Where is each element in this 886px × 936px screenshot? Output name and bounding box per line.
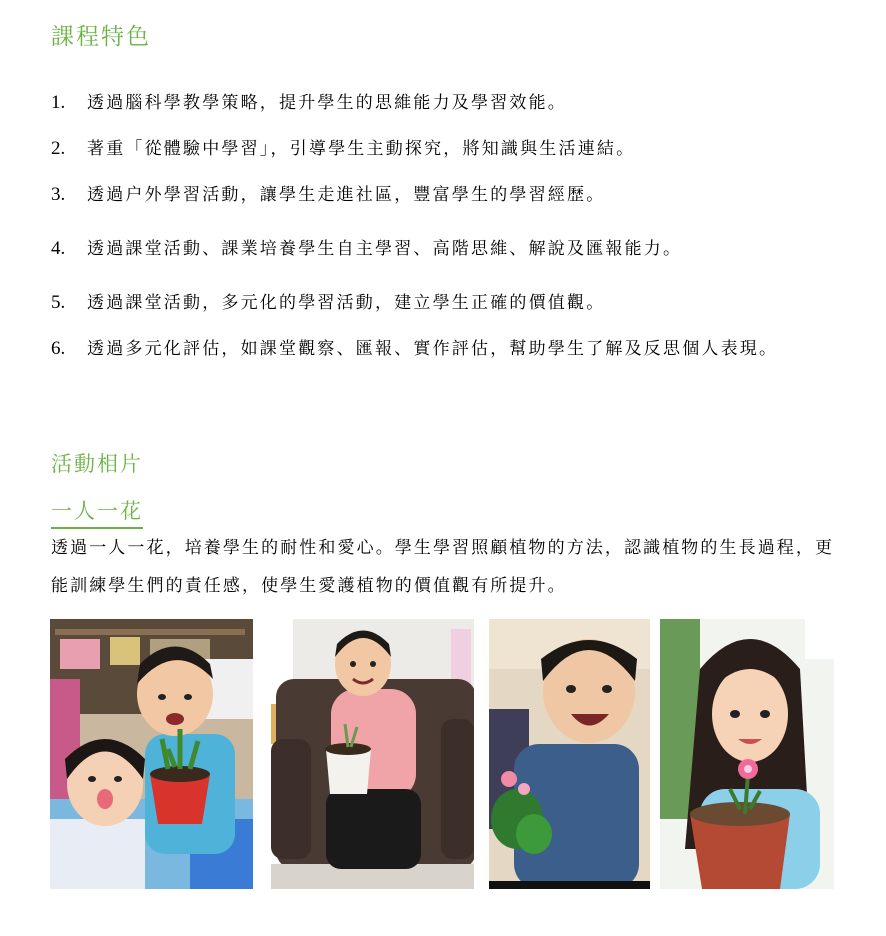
feature-item (51, 230, 831, 268)
feature-item (51, 284, 831, 322)
feature-text: 透過户外學習活動，讓學生走進社區，豐富學生的學習經歷。 (87, 185, 606, 205)
feature-item (51, 84, 831, 122)
feature-number: 4. (51, 238, 66, 259)
feature-text: 透過課堂活動、課業培養學生自主學習、高階思維、解說及匯報能力。 (87, 239, 683, 259)
feature-item (51, 176, 831, 214)
heading-activity-photos: 活動相片 (51, 452, 143, 476)
feature-number: 2. (51, 138, 66, 159)
feature-number: 3. (51, 184, 66, 205)
feature-list (51, 84, 831, 368)
feature-text: 透過課堂活動，多元化的學習活動，建立學生正確的價值觀。 (87, 293, 606, 313)
photo-children-with-plant (50, 619, 253, 889)
feature-text: 透過多元化評估，如課堂觀察、匯報、實作評估，幫助學生了解及反思個人表現。 (87, 339, 779, 359)
feature-number: 5. (51, 292, 66, 313)
feature-item (51, 330, 831, 368)
photo-boy-on-sofa (271, 619, 474, 889)
heading-one-person-one-flower: 一人一花 (51, 495, 143, 529)
photo-girl-with-flower (660, 619, 834, 889)
feature-item (51, 130, 831, 168)
feature-number: 6. (51, 338, 66, 359)
feature-text: 著重「從體驗中學習」，引導學生主動探究，將知識與生活連結。 (87, 139, 636, 159)
heading-course-features: 課程特色 (51, 24, 151, 50)
activity-description: 透過一人一花，培養學生的耐性和愛心。學生學習照顧植物的方法，認識植物的生長過程，更能訓練學生們的責任感，使學生愛護植物的價值觀有所提升。 (51, 538, 835, 596)
feature-number: 1. (51, 92, 66, 113)
feature-text: 透過腦科學教學策略，提升學生的思維能力及學習效能。 (87, 93, 567, 113)
photo-boy-smiling (489, 619, 650, 889)
